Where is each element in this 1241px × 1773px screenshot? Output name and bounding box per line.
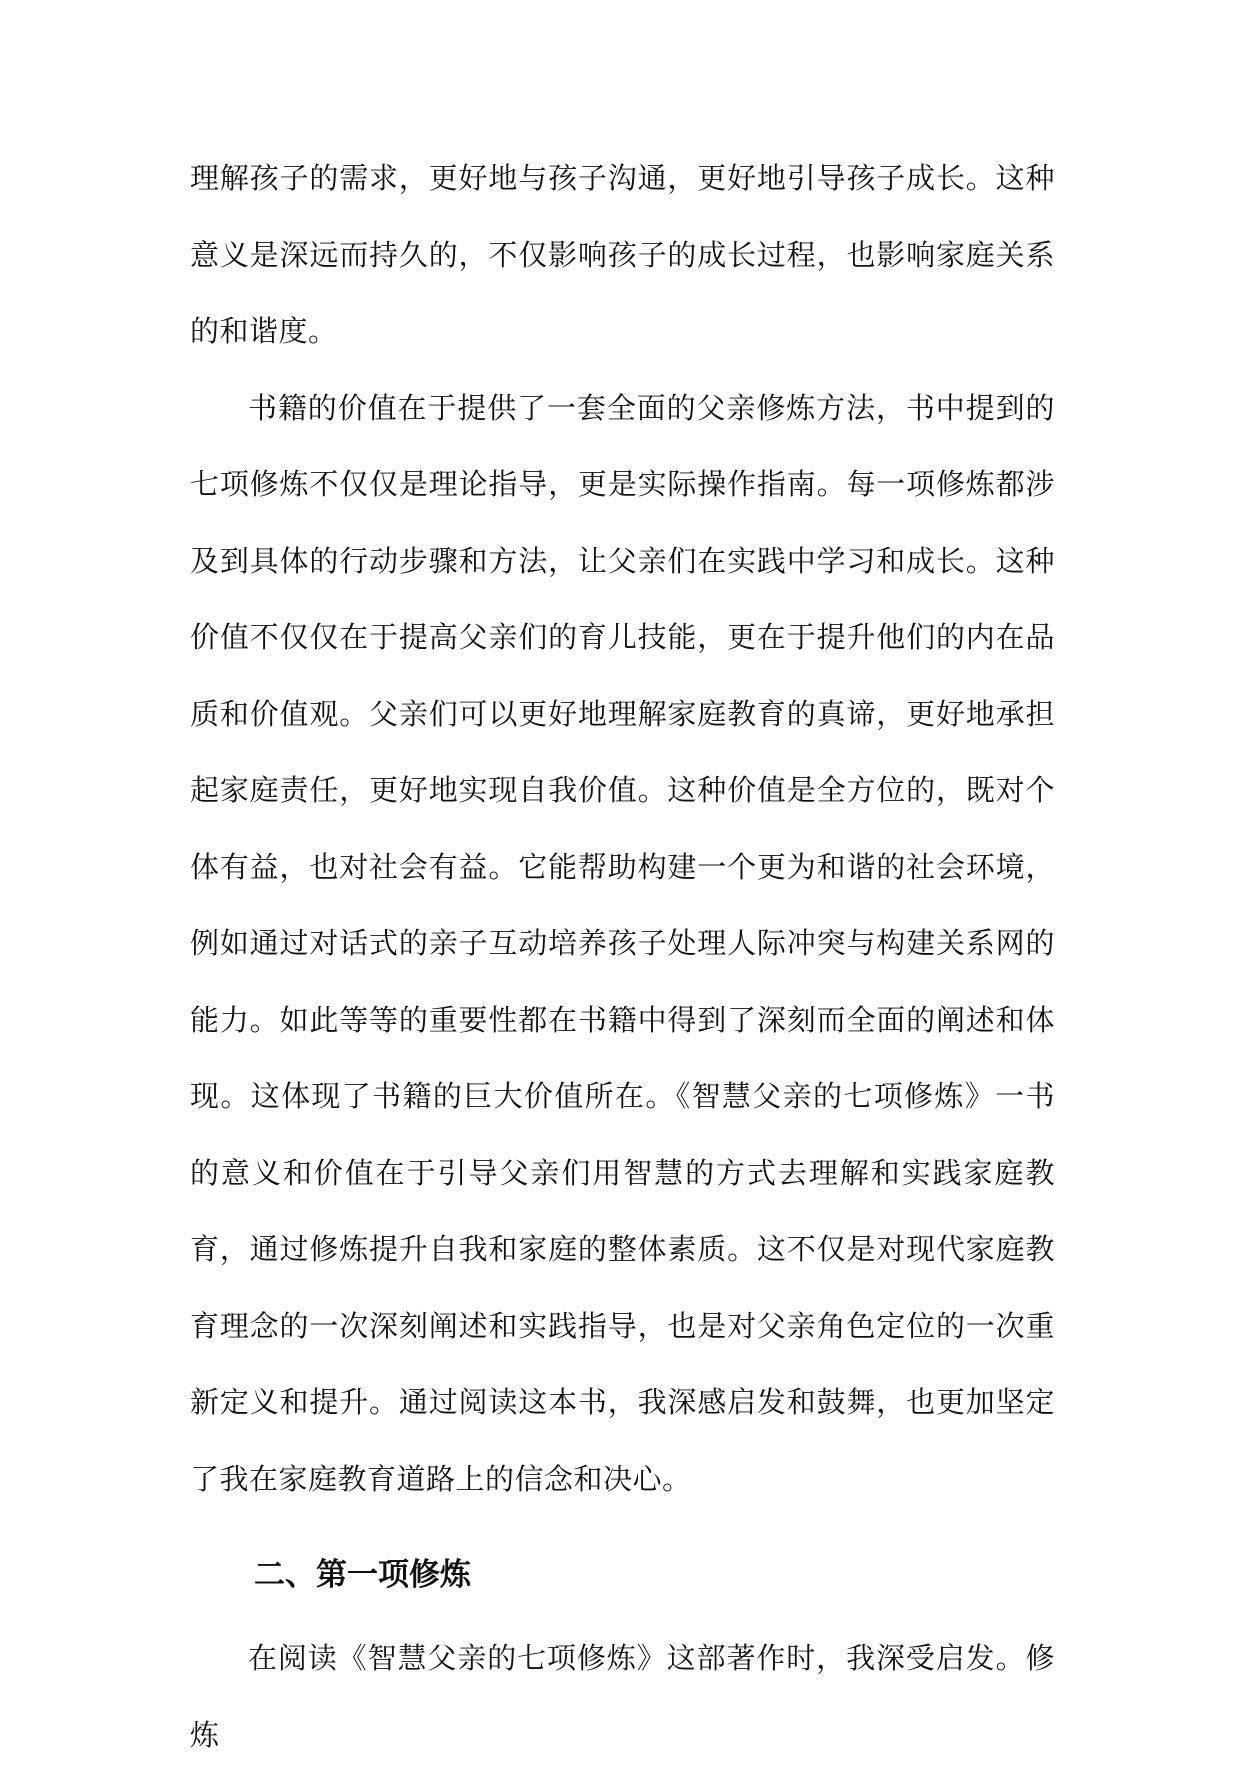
paragraph-continuation: 理解孩子的需求，更好地与孩子沟通，更好地引导孩子成长。这种意义是深远而持久的，不仅影响孩子的成长过程，也影响家庭关系的和谐度。	[190, 161, 1055, 348]
paragraph-first-practice: 在阅读《智慧父亲的七项修炼》这部著作时，我深受启发。修炼	[190, 1641, 1055, 1752]
section-heading: 二、第一项修炼	[254, 1557, 471, 1593]
paragraph-book-value: 书籍的价值在于提供了一套全面的父亲修炼方法，书中提到的七项修炼不仅仅是理论指导，更是实际操作指南。每一项修炼都涉及到具体的行动步骤和方法，让父亲们在实践中学习和成长。这种价值不仅仅在于提高父亲们的育儿技能，更在于提升他们的内在品质和价值观。父亲们可以更好地理解家庭教育的真谛，更好地承担起家庭责任，更好地实现自我价值。这种价值是全方位的，既对个体有益，也对社会有益。它能帮助构建一个更为和谐的社会环境，例如通过对话式的亲子互动培养孩子处理人际冲突与构建关系网的能力。如此等等的重要性都在书籍中得到了深刻而全面的阐述和体现。这体现了书籍的巨大价值所在。《智慧父亲的七项修炼》一书的意义和价值在于引导父亲们用智慧的方式去理解和实践家庭教育，通过修炼提升自我和家庭的整体素质。这不仅是对现代家庭教育理念的一次深刻阐述和实践指导，也是对父亲角色定位的一次重新定义和提升。通过阅读这本书，我深感启发和鼓舞，也更加坚定了我在家庭教育道路上的信念和决心。	[190, 390, 1055, 1496]
document-body	[190, 140, 1055, 1773]
